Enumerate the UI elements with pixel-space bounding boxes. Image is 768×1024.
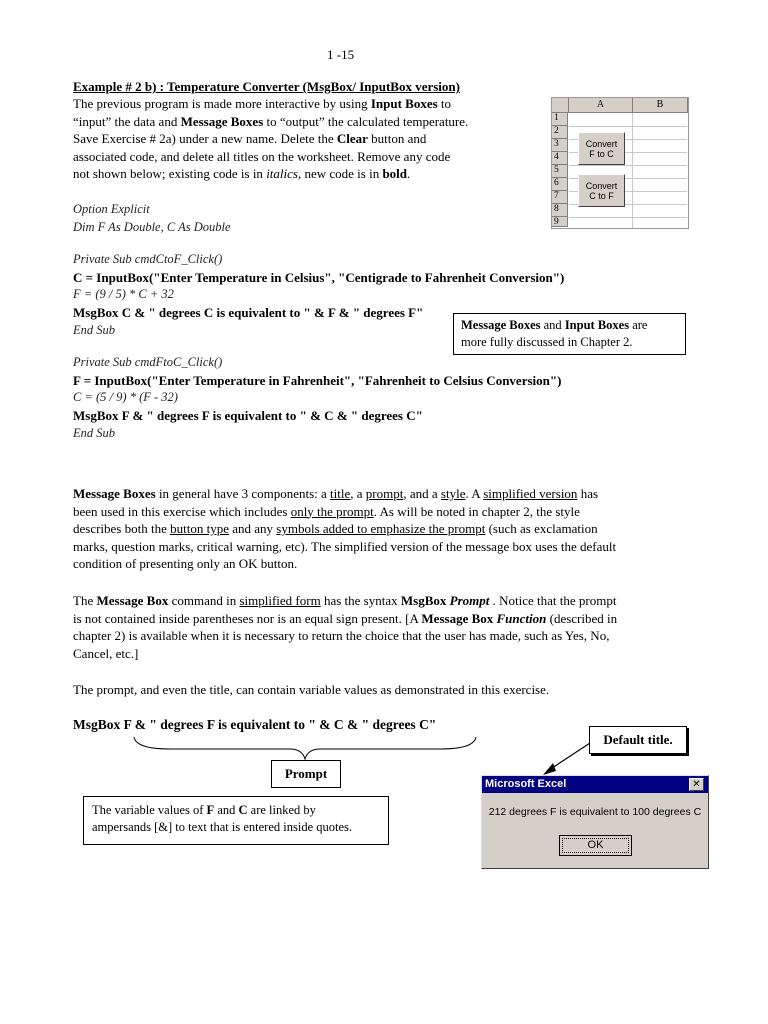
chapter-note-box: Message Boxes and Input Boxes are more fully discussed in Chapter 2. bbox=[453, 313, 686, 355]
message-box-syntax-paragraph: The Message Box command in simplified form has the syntax MsgBox Prompt . Notice that the prompt is not contained inside parentheses nor is an equal sign present. [A Message Box Function (described in chapter 2) is available when it is necessary to return the choice that the user has made, such as Yes, No, Cancel, etc.] bbox=[73, 593, 618, 661]
row-number: 4 bbox=[552, 152, 568, 165]
row-number: 6 bbox=[552, 178, 568, 191]
convert-f-to-c-button[interactable]: Convert F to C bbox=[578, 132, 625, 165]
row-number: 5 bbox=[552, 165, 568, 178]
worksheet-image bbox=[551, 97, 689, 229]
column-header-a: A bbox=[569, 98, 633, 113]
column-header-b: B bbox=[633, 98, 688, 113]
intro-paragraph: The previous program is made more interactive by using Input Boxes to “input” the data and Message Boxes to “output” the calculated temperature. Save Exercise # 2a) under a new name. Delete the Clear button and associated code, and delete all titles on the worksheet. Remove any code not shown below; existing code is in italics, new code is in bold. bbox=[73, 96, 469, 182]
example-msgbox-line: MsgBox F & " degrees F is equivalent to " & C & " degrees C" bbox=[73, 717, 437, 732]
prompt-label-box: Prompt bbox=[271, 760, 341, 788]
default-title-callout: Default title. bbox=[589, 726, 687, 754]
page-number: 1 -15 bbox=[327, 47, 355, 62]
variables-explanation-box: The variable values of F and C are linked by ampersands [&] to text that is entered inside quotes. bbox=[83, 796, 389, 845]
dialog-message: 212 degrees F is equivalent to 100 degrees C bbox=[488, 806, 702, 818]
example-heading: Example # 2 b) : Temperature Converter (MsgBox/ InputBox version) bbox=[73, 79, 460, 94]
close-icon[interactable]: ✕ bbox=[689, 778, 704, 791]
row-number: 9 bbox=[552, 217, 568, 227]
callout-arrow bbox=[535, 740, 595, 780]
excel-message-box bbox=[481, 775, 709, 869]
row-number: 8 bbox=[552, 204, 568, 217]
ok-button[interactable]: OK bbox=[559, 835, 632, 856]
brace-shape bbox=[130, 735, 480, 761]
dialog-title: Microsoft Excel bbox=[482, 776, 708, 793]
row-number: 1 bbox=[552, 113, 568, 126]
convert-c-to-f-button[interactable]: Convert C to F bbox=[578, 174, 625, 207]
row-number: 3 bbox=[552, 139, 568, 152]
row-number: 7 bbox=[552, 191, 568, 204]
row-number: 2 bbox=[552, 126, 568, 139]
message-box-components-paragraph: Message Boxes in general have 3 components: a title, a prompt, and a style. A simplified version has been used in this exercise which includes only the prompt. As will be noted in chapter 2, the style describes both the button type and any symbols added to emphasize the prompt (such as exclamation marks, question marks, critical warning, etc). The simplified version of the message box uses the default condition of presenting only an OK button. bbox=[73, 486, 617, 572]
variable-values-paragraph: The prompt, and even the title, can contain variable values as demonstrated in this exercise. bbox=[73, 682, 550, 697]
code-listing: Option Explicit Dim F As Double, C As Double Private Sub cmdCtoF_Click() C = InputBox("Enter Temperature in Celsius", "Centigrade to Fahrenheit Conversion") F = (9 / 5) * C + 32 MsgBox C & " degrees C is equivalent to " & F & " degrees F" End Sub Private Sub cmdFtoC_Click() F = InputBox("Enter Temperature in Fahrenheit", "Fahrenheit to Celsius Conversion") C = (5 / 9) * (F - 32) MsgBox F & " degrees F is equivalent to " & C & " degrees C" End Sub bbox=[73, 202, 565, 440]
